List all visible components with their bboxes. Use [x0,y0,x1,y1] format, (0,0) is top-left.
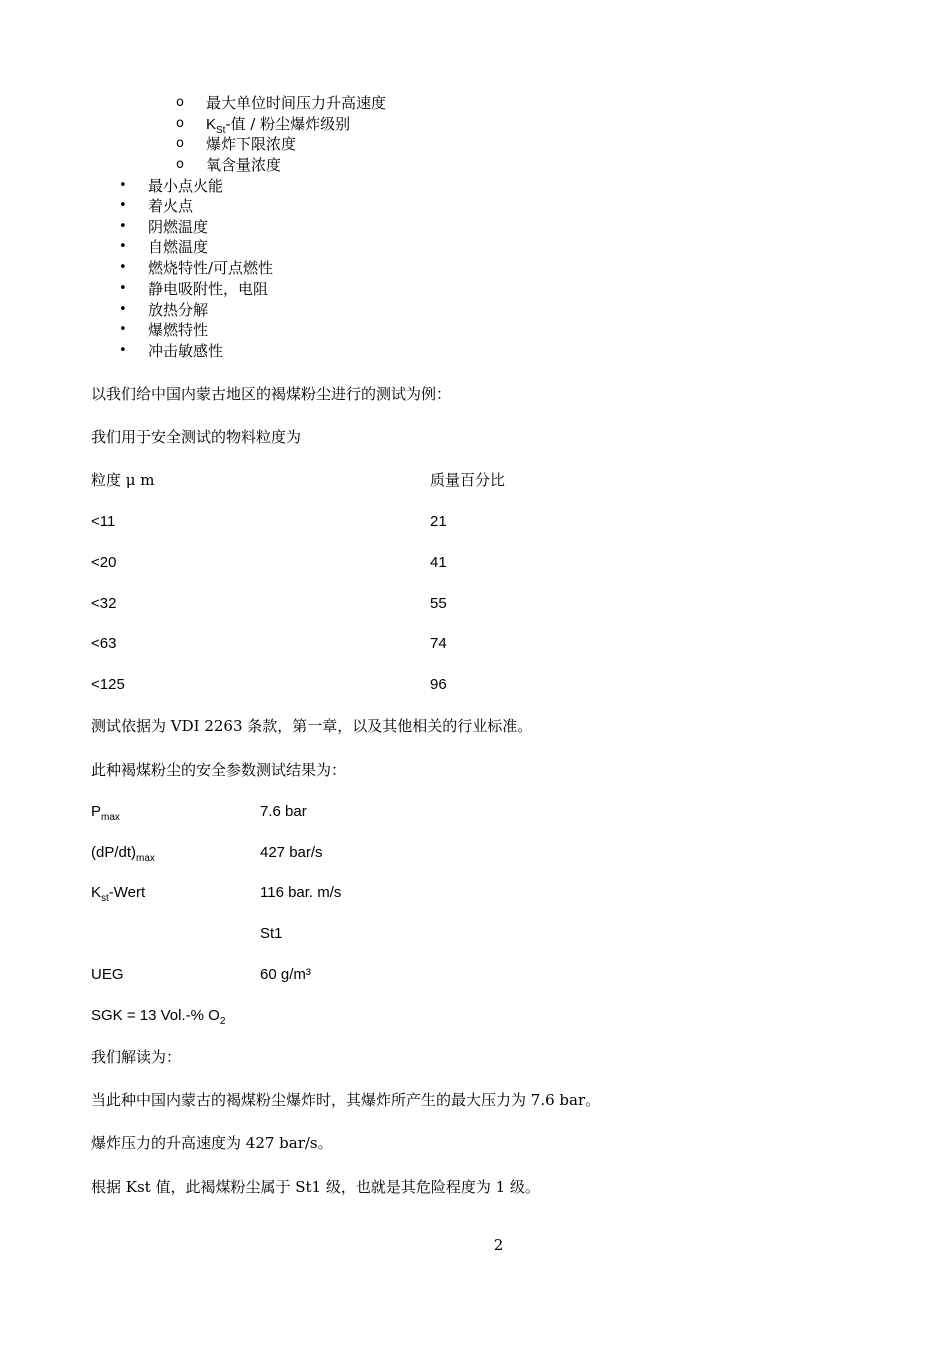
sub-bullet: o [176,157,184,172]
kst-subscript: St [216,125,226,136]
sub-bullet: o [176,136,184,151]
list-bullet: • [119,260,127,275]
table-header-mass: 质量百分比 [430,471,506,489]
sub-bullet: o [176,95,184,110]
interpretation-line: 当此种中国内蒙古的褐煤粉尘爆炸时，其爆炸所产生的最大压力为 7.6 bar。 [91,1091,601,1109]
list-bullet: • [119,239,127,254]
list-bullet: • [119,178,127,193]
results-intro: 此种褐煤粉尘的安全参数测试结果为： [91,761,347,779]
result-value-kst: 116 bar. m/s [260,884,342,901]
sub-list-item: 氧含量浓度 [206,156,282,174]
kst-letter: K [206,116,217,133]
kst-rest: -值 / 粉尘爆炸级别 [225,115,351,133]
result-label-dpdt: $(dP/dt)_{max}$ [91,844,155,864]
result-value-st-class: St1 [260,925,283,942]
table-cell-size: <63 [91,635,117,652]
table-cell-size: <20 [91,554,117,571]
table-cell-mass: 21 [430,513,447,530]
test-basis: 测试依据为 VDI 2263 条款，第一章，以及其他相关的行业标准。 [91,717,533,735]
interpretation-line: 爆炸压力的升高速度为 427 bar/s。 [91,1134,333,1152]
list-item: 冲击敏感性 [148,342,224,360]
list-bullet: • [119,281,127,296]
list-bullet: • [119,219,127,234]
table-cell-size: <32 [91,595,117,612]
list-bullet: • [119,322,127,337]
table-cell-mass: 74 [430,635,447,652]
sub-list-item: 爆炸下限浓度 [206,135,297,153]
list-bullet: • [119,198,127,213]
table-cell-size: <11 [91,513,116,530]
result-label-kst: $K_{st}$-Wert [91,884,146,904]
list-bullet: • [119,302,127,317]
result-sgk: SGK = 13 Vol.-% $O_2$ [91,1007,226,1027]
list-bullet: • [119,343,127,358]
list-item: 最小点火能 [148,177,224,195]
result-label-pmax: $P_{max}$ [91,803,120,823]
list-item: 阴燃温度 [148,218,209,236]
sub-list-item: 最大单位时间压力升高速度 [206,94,387,112]
result-value-ueg: 60 g/m³ [260,966,311,983]
interpretation-line: 根据 Kst 值，此褐煤粉尘属于 St1 级，也就是其危险程度为 1 级。 [91,1178,540,1196]
table-cell-mass: 41 [430,554,447,571]
result-value-dpdt: 427 bar/s [260,844,323,861]
sub-bullet: o [176,116,184,131]
particle-intro: 我们用于安全测试的物料粒度为 [91,428,302,446]
list-item: 爆燃特性 [148,321,209,339]
list-item: 燃烧特性/可点燃性 [148,259,274,277]
list-item: 放热分解 [148,301,209,319]
table-cell-mass: 96 [430,676,447,693]
result-label-ueg: UEG [91,966,124,983]
intro-example: 以我们给中国内蒙古地区的褐煤粉尘进行的测试为例： [91,385,452,403]
page-number: 2 [493,1236,504,1254]
result-value-pmax: 7.6 bar [260,803,307,820]
list-item: 自燃温度 [148,238,209,256]
table-header-size: 粒度 μ m [91,471,155,489]
list-item: 静电吸附性，电阻 [148,280,269,298]
table-cell-size: <125 [91,676,125,693]
sub-list-item-kst [206,114,350,135]
list-item: 着火点 [148,197,194,215]
interpret-intro: 我们解读为： [91,1048,182,1066]
table-cell-mass: 55 [430,595,447,612]
